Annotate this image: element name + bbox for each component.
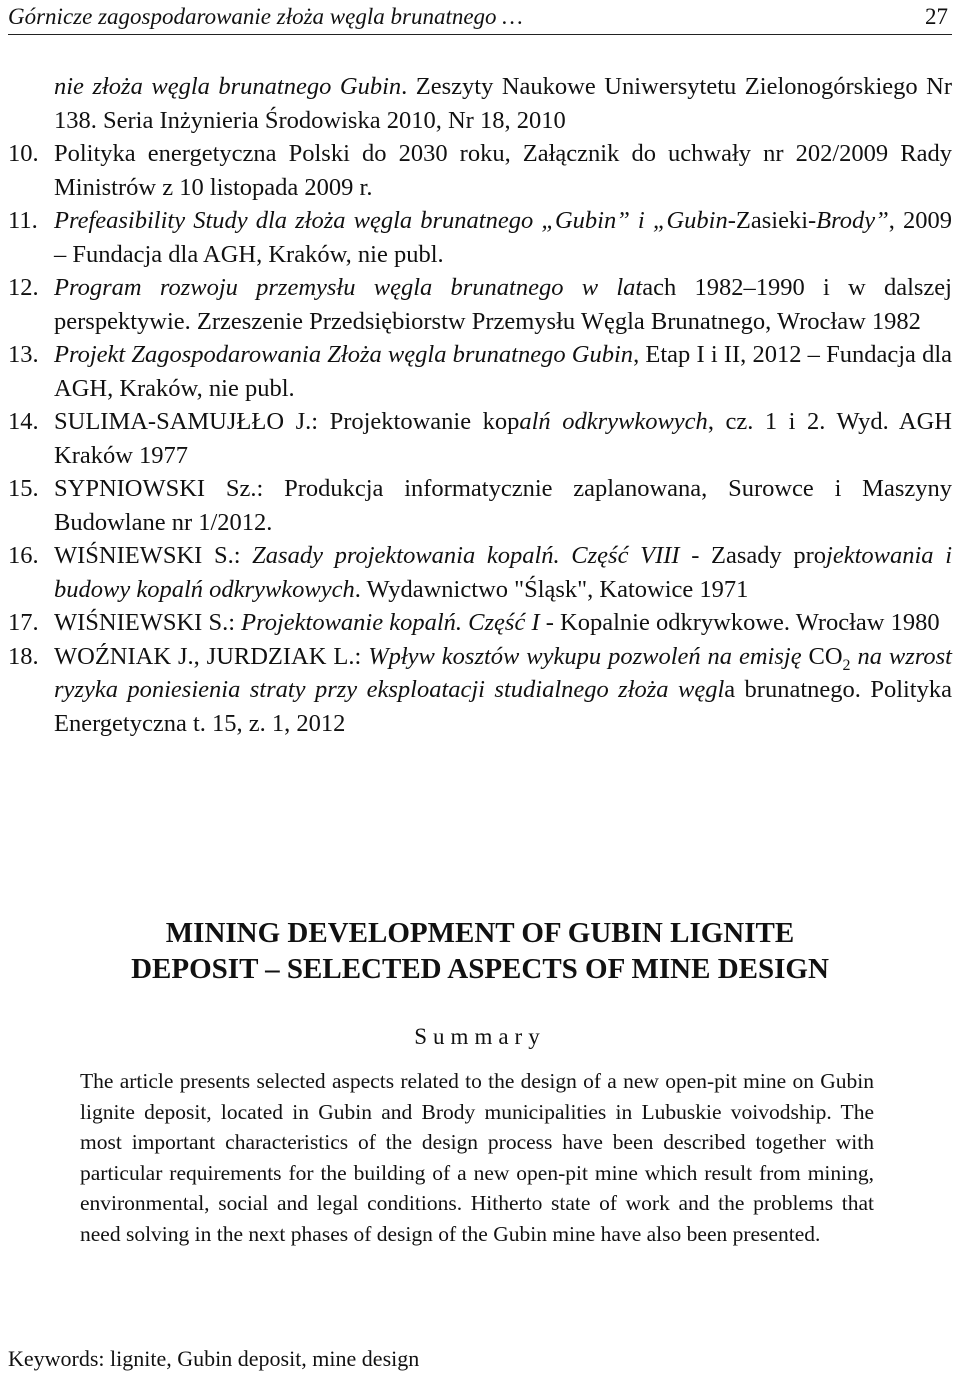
reference-title: Prefeasibility Study dla złoża węgla brunatnego „Gubin” i „Gubin xyxy=(54,207,728,234)
reference-list xyxy=(8,70,952,740)
running-header xyxy=(8,0,952,35)
reference-text: WOŹNIAK J., JURDZIAK L.: xyxy=(54,642,369,670)
reference-text: SYPNIOWSKI Sz.: Produkcja informatycznie zaplanowana, Surowce i Maszyny Budowlane nr 1/2012. xyxy=(54,475,952,536)
reference-item xyxy=(8,137,952,204)
reference-text: - Kopalnie odkrywkowe. Wrocław 1980 xyxy=(539,609,940,636)
reference-text: , 2009 – Fundacja dla AGH, Kraków, nie publ. xyxy=(54,207,952,268)
reference-text: SULIMA-SAMUJŁŁO J.: Projektowanie kop xyxy=(54,408,520,435)
reference-title: Wpływ kosztów wykupu pozwoleń na emisję xyxy=(368,642,802,670)
reference-number: 15. xyxy=(8,475,39,502)
reference-text: . Zeszyty Naukowe Uniwersytetu Zielonogórskiego Nr 138. Seria Inżynieria Środowiska 2010, Nr 18, 2010 xyxy=(54,73,952,134)
page-number: 27 xyxy=(925,4,948,29)
reference-item xyxy=(8,539,952,606)
reference-title: Projekt Zagospodarowania Złoża węgla brunatnego Gubin xyxy=(54,341,634,368)
reference-text: CO xyxy=(801,642,843,670)
reference-title: Projektowanie kopalń. Część I xyxy=(241,609,540,636)
reference-title: jektowania i budowy kopalń odkrywkowych xyxy=(54,542,953,603)
title-line: DEPOSIT – SELECTED ASPECTS OF MINE DESIGN xyxy=(131,953,829,985)
reference-item xyxy=(8,271,952,338)
reference-item xyxy=(8,70,952,137)
reference-text: WIŚNIEWSKI S.: xyxy=(54,542,253,569)
title-line: MINING DEVELOPMENT OF GUBIN LIGNITE xyxy=(165,917,795,949)
english-title xyxy=(0,915,960,987)
keywords-label: Keywords: xyxy=(8,1346,105,1371)
reference-number: 16. xyxy=(8,542,39,569)
reference-text: - Zasady pro xyxy=(679,542,827,569)
reference-text: Polityka energetyczna Polski do 2030 roku, Załącznik do uchwały nr 202/2009 Rady Ministrów z 10 listopada 2009 r. xyxy=(54,140,952,201)
keywords-line xyxy=(8,1346,419,1372)
reference-title: Zasady projektowania kopalń. Część VIII xyxy=(252,542,680,569)
reference-text: ach 1982–1990 i w dalszej perspektywie. Zrzeszenie Przedsiębiorstw Przemysłu Węgla Brunatnego, Wrocław 1982 xyxy=(54,274,952,335)
reference-item xyxy=(8,204,952,271)
reference-title: na wzrost ryzyka poniesienia straty przy eksploatacji studialnego złoża węgl xyxy=(54,642,952,703)
reference-item xyxy=(8,640,952,741)
reference-number: 14. xyxy=(8,408,39,435)
reference-number: 18. xyxy=(8,642,39,670)
reference-number: 11. xyxy=(8,207,38,234)
reference-text: -Zasieki- xyxy=(727,207,817,234)
reference-number: 10. xyxy=(8,140,39,167)
reference-title: Program rozwoju przemysłu węgla brunatnego w lat xyxy=(54,274,643,301)
reference-number: 12. xyxy=(8,274,39,301)
running-title: Górnicze zagospodarowanie złoża węgla brunatnego … xyxy=(8,4,523,29)
reference-text: WIŚNIEWSKI S.: xyxy=(54,609,242,636)
reference-title: nie złoża węgla brunatnego Gubin xyxy=(54,73,402,100)
keywords-text: lignite, Gubin deposit, mine design xyxy=(110,1346,420,1371)
reference-text: , cz. 1 i 2. Wyd. AGH Kraków 1977 xyxy=(54,408,952,469)
reference-item xyxy=(8,338,952,405)
reference-text: a brunatnego. Polityka Energetyczna t. 15, z. 1, 2012 xyxy=(54,676,952,737)
reference-title: Brody” xyxy=(816,207,889,234)
reference-text: , Etap I i II, 2012 – Fundacja dla AGH, Kraków, nie publ. xyxy=(54,341,953,402)
summary-heading: Summary xyxy=(414,1024,546,1049)
reference-text: . Wydawnictwo "Śląsk", Katowice 1971 xyxy=(354,575,749,603)
reference-item xyxy=(8,472,952,539)
abstract-paragraph: The article presents selected aspects related to the design of a new open-pit mine on Gubin lignite deposit, located in Gubin and Brody municipalities in Lubuskie voivodship. The most important characteristics of the design process have been described together with particular requirements for the building of a new open-pit mine which result from mining, environmental, social and legal conditions. Hitherto state of work and the problems that need solving in the next phases of design of the Gubin mine have also been presented. xyxy=(80,1069,874,1246)
reference-item xyxy=(8,606,952,640)
reference-number: 13. xyxy=(8,341,39,368)
subscript: 2 xyxy=(842,656,851,674)
reference-title: alń odkrywkowych xyxy=(519,408,708,435)
reference-number: 17. xyxy=(8,609,39,636)
reference-item xyxy=(8,405,952,472)
